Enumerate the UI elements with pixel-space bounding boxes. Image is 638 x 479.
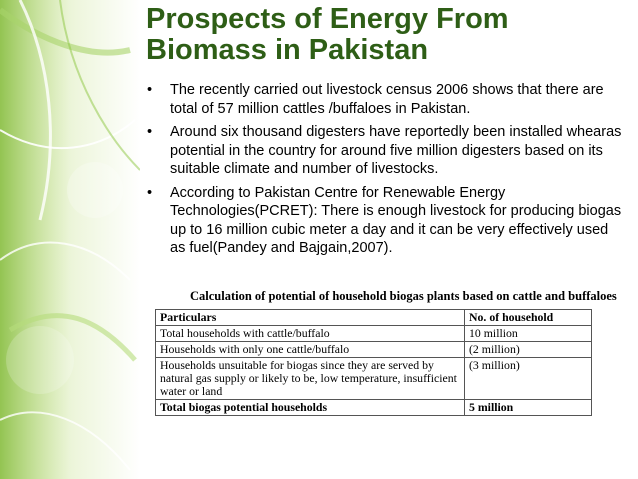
table-cell-households: 10 million <box>465 326 592 342</box>
table-cell-particulars: Total biogas potential households <box>156 400 465 416</box>
bullet-marker: • <box>147 82 153 98</box>
column-header-households: No. of household <box>465 310 592 326</box>
table-row <box>156 326 592 342</box>
table-cell-particulars: Total households with cattle/buffalo <box>156 326 465 342</box>
bullet-item <box>146 123 626 179</box>
biogas-potential-table <box>155 309 592 416</box>
table-row <box>156 342 592 358</box>
decorative-background-art <box>0 0 140 479</box>
table-cell-particulars: Households with only one cattle/buffalo <box>156 342 465 358</box>
table-caption: Calculation of potential of household biogas plants based on cattle and buffaloes <box>190 289 617 303</box>
slide-title <box>146 4 626 66</box>
bullet-text: Around six thousand digesters have reportedly been installed whearas potential in the country for around five million digesters based on its suitable climate and number of livestocks. <box>170 124 622 177</box>
bullet-marker: • <box>147 184 153 201</box>
bullet-marker: • <box>147 124 153 140</box>
table-total-row <box>156 400 592 416</box>
table-cell-households: (2 million) <box>465 342 592 358</box>
table-cell-households: (3 million) <box>465 358 592 400</box>
bullet-item <box>146 81 626 118</box>
table-cell-particulars: Households unsuitable for biogas since they are served by natural gas supply or likely to be, low temperature, insufficient water or land <box>156 358 465 400</box>
bullet-text: According to Pakistan Centre for Renewable Energy Technologies(PCRET): There is enough livestock for producing biogas up to 16 million cubic meter a day and it can be very effectively used as fuel(Pandey and Bajgain,2007). <box>170 184 622 256</box>
table-row <box>156 358 592 400</box>
bullet-list <box>146 81 626 263</box>
bullet-item <box>146 184 626 258</box>
column-header-particulars: Particulars <box>156 310 465 326</box>
table-header-row <box>156 310 592 326</box>
table-cell-households: 5 million <box>465 400 592 416</box>
slide-title-line-1: Prospects of Energy From <box>146 3 509 35</box>
slide-title-line-2: Biomass in Pakistan <box>146 34 429 66</box>
bullet-text: The recently carried out livestock census 2006 shows that there are total of 57 million cattles /buffaloes in Pakistan. <box>170 82 604 117</box>
